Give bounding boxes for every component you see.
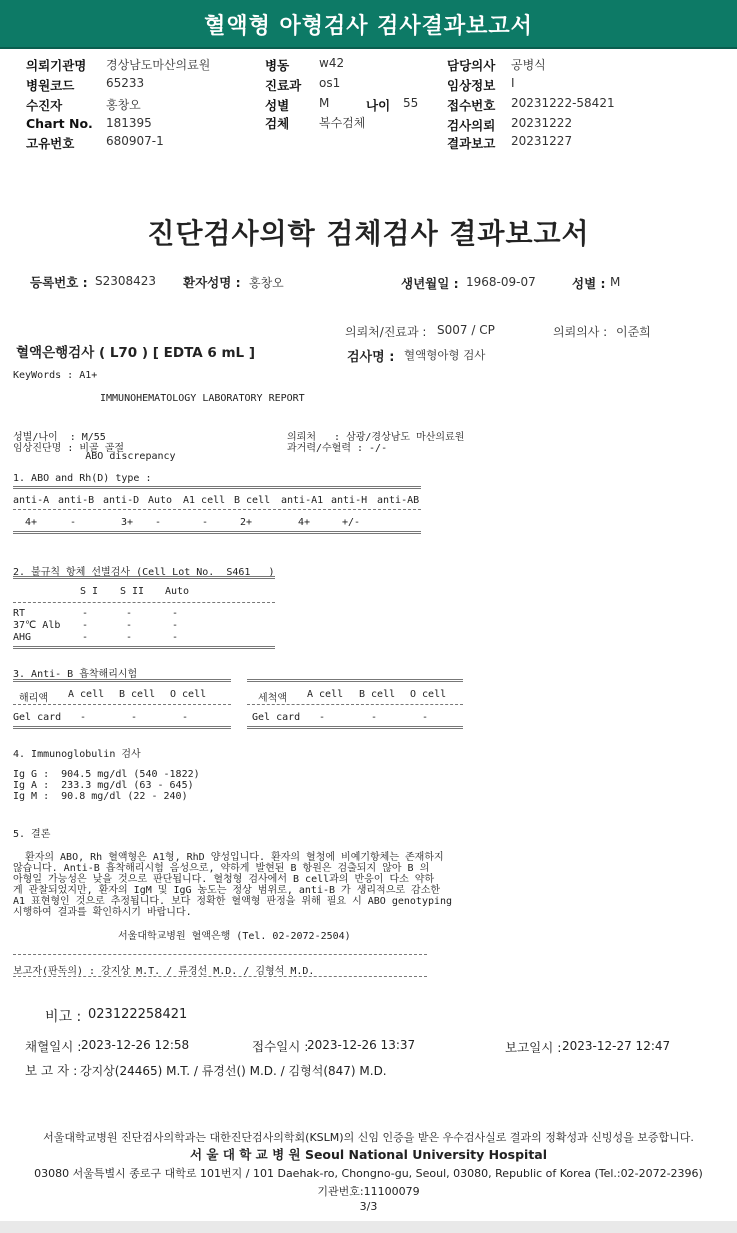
abo-header-cell: A1 cell [183, 495, 226, 506]
label-physician: 담당의사 [447, 58, 496, 73]
abo-value-cell: 4+ [25, 517, 38, 528]
conclusion-line: 않습니다. Anti-B 흡착해리시험 음성으로, 약하게 발현된 B 항원은 검출되지 않아 B 의 [13, 863, 430, 874]
test-group: 혈액은행검사 ( L70 ) [ EDTA 6 mL ] [16, 345, 256, 361]
label-request-date: 검사의뢰 [447, 118, 496, 133]
abo-value-cell: - [202, 517, 209, 528]
reg-no-label: 등록번호 : [30, 275, 88, 290]
abo-header-cell: B cell [234, 495, 271, 506]
lab-title: IMMUNOHEMATOLOGY LABORATORY REPORT [100, 393, 305, 404]
banner-title: 혈액형 아형검사 검사결과보고서 [204, 14, 533, 39]
report-banner [0, 0, 737, 49]
wash-header-cell: B cell [359, 689, 396, 700]
dob-value: 1968-09-07 [466, 275, 536, 289]
value-unique-no: 680907-1 [106, 134, 164, 148]
abo-value-cell: 4+ [298, 517, 311, 528]
label-unique-no: 고유번호 [26, 136, 75, 151]
diagnosis-line: 임상진단명 : 비골 골절 [13, 443, 125, 454]
blood-bank-contact: 서울대학교병원 혈액은행 (Tel. 02-2072-2504) [118, 931, 351, 942]
abo-header-cell: anti-A [13, 495, 50, 506]
value-ward: w42 [319, 56, 345, 70]
label-department: 진료과 [265, 78, 302, 93]
conclusion-line: 시행하여 결과를 확인하시기 바랍니다. [13, 907, 192, 918]
value-department: os1 [319, 76, 341, 90]
label-ward: 병동 [265, 58, 290, 73]
elution-value-cell: - [182, 712, 189, 723]
elution-value-cell: - [131, 712, 138, 723]
screen-header-cell: S I [80, 586, 99, 597]
section3-title: 3. Anti- B 흡착해리시험 [13, 669, 138, 680]
value-examinee: 홍창오 [106, 98, 141, 112]
value-request-date: 20231222 [511, 116, 573, 130]
page-number: 3/3 [359, 1200, 378, 1213]
reporters-line: 보고자(판독의) : 강지상 M.T. / 류경선 M.D. / 김형석 M.D. [13, 966, 315, 977]
abo-header-cell: anti-B [58, 495, 95, 506]
label-age: 나이 [366, 98, 391, 113]
value-report-date: 20231227 [511, 134, 573, 148]
institution-number: 기관번호:11100079 [317, 1185, 420, 1198]
igm-line: Ig M : 90.8 mg/dl (22 - 240) [13, 791, 188, 802]
receive-value: 2023-12-26 13:37 [307, 1038, 416, 1052]
wash-value-cell: - [371, 712, 378, 723]
elution-header-cell: 해리액 [19, 693, 48, 704]
abo-header-cell: anti-AB [377, 495, 420, 506]
screen-cell: - [172, 608, 179, 619]
abo-value-cell: +/- [342, 517, 361, 528]
abo-value-cell: - [155, 517, 162, 528]
abo-header-cell: Auto [148, 495, 173, 506]
test-name-value: 혈액형아형 검사 [404, 348, 486, 362]
section4-title: 4. Immunoglobulin 검사 [13, 749, 141, 760]
hospital-name: 서 울 대 학 교 병 원 Seoul National University Hospital [189, 1147, 548, 1162]
dept-value: S007 / CP [437, 323, 495, 337]
reporter-label: 보 고 자 : [25, 1063, 78, 1078]
elution-value-cell: - [80, 712, 87, 723]
elution-header-cell: A cell [68, 689, 105, 700]
section5-title: 5. 결론 [13, 829, 51, 840]
doctor-value: 이준희 [616, 325, 651, 339]
value-institution: 경상남도마산의료원 [106, 58, 211, 72]
value-age: 55 [403, 96, 419, 110]
screen-cell: - [82, 632, 89, 643]
wash-value-cell: - [319, 712, 326, 723]
screen-cell: - [82, 608, 89, 619]
igg-line: Ig G : 904.5 mg/dl (540 -1822) [13, 769, 200, 780]
value-chart-no: 181395 [106, 116, 152, 130]
screen-cell: - [126, 632, 133, 643]
dob-label: 생년월일 : [401, 276, 459, 291]
diagnosis-line-2: ABO discrepancy [13, 451, 176, 462]
note-label: 비고 : [45, 1009, 82, 1025]
sex-label: 성별 : [572, 276, 606, 291]
wash-header-cell: A cell [307, 689, 344, 700]
screen-cell: - [126, 620, 133, 631]
abo-value-cell: - [70, 517, 77, 528]
doctor-label: 의뢰의사 : [553, 325, 608, 339]
keywords: KeyWords : A1+ [13, 370, 98, 381]
iga-line: Ig A : 233.3 mg/dl (63 - 645) [13, 780, 194, 791]
certification-text: 서울대학교병원 진단검사의학과는 대한진단검사의학회(KSLM)의 신임 인증을 받은 우수검사실로 결과의 정확성과 신빙성을 보증합니다. [43, 1131, 694, 1144]
label-clinical-info: 임상정보 [447, 78, 496, 93]
collect-label: 채혈일시 : [25, 1039, 82, 1054]
wash-header-cell: O cell [410, 689, 447, 700]
label-sex: 성별 [265, 98, 290, 113]
sex-value: M [610, 275, 621, 289]
screen-row-label: AHG [13, 632, 32, 643]
elution-header-cell: B cell [119, 689, 156, 700]
screen-row-label: RT [13, 608, 26, 619]
wash-value-cell: - [422, 712, 429, 723]
reporter-value: 강지상(24465) M.T. / 류경선() M.D. / 김형석(847) M.D. [80, 1064, 387, 1078]
report-title: 진단검사의학 검체검사 결과보고서 [147, 217, 590, 250]
value-hospital-code: 65233 [106, 76, 145, 90]
hospital-address: 03080 서울특별시 종로구 대학로 101번지 / 101 Daehak-ro, Chongno-gu, Seoul, 03080, Republic of Korea (Tel.:02-2072-2396) [34, 1167, 703, 1180]
wash-header-cell: 세척액 [258, 693, 287, 704]
abo-value-cell: 3+ [121, 517, 134, 528]
label-institution: 의뢰기관명 [26, 58, 87, 73]
abo-value-cell: 2+ [240, 517, 253, 528]
collect-value: 2023-12-26 12:58 [81, 1038, 190, 1052]
section1-title: 1. ABO and Rh(D) type : [13, 473, 152, 484]
note-value: 023122258421 [88, 1007, 188, 1022]
screen-cell: - [172, 632, 179, 643]
screen-cell: - [126, 608, 133, 619]
label-specimen: 검체 [265, 116, 290, 131]
reg-no-value: S2308423 [95, 274, 157, 288]
patient-name-value: 홍창오 [249, 276, 284, 290]
report-time-label: 보고일시 : [505, 1040, 562, 1055]
patient-name-label: 환자성명 : [183, 275, 241, 290]
screen-header-cell: S II [120, 586, 145, 597]
value-clinical-info: I [511, 76, 515, 90]
screen-cell: - [82, 620, 89, 631]
elution-header-cell: O cell [170, 689, 207, 700]
value-sex: M [319, 96, 330, 110]
dept-label: 의뢰처/진료과 : [345, 325, 427, 339]
screen-row-label: 37℃ Alb [13, 620, 61, 631]
conclusion-line: 환자의 ABO, Rh 혈액형은 A1형, RhD 양성입니다. 환자의 혈청에 비예기항체는 존재하지 [13, 852, 444, 863]
abo-header-cell: anti-D [103, 495, 140, 506]
section2-title: 2. 불규칙 항체 선별검사 (Cell Lot No. S461 ) [13, 567, 275, 578]
conclusion-line: 게 관찰되었지만, 환자의 IgM 및 IgG 농도는 정상 범위로, anti-B 가 생리적으로 감소한 [13, 885, 441, 896]
label-chart-no: Chart No. [26, 116, 93, 131]
report-time-value: 2023-12-27 12:47 [562, 1039, 671, 1053]
sex-age-line: 성별/나이 : M/55 [13, 432, 106, 443]
abo-header-cell: anti-H [331, 495, 368, 506]
value-specimen: 복수검체 [319, 116, 366, 130]
history-line: 과거력/수혈력 : -/- [287, 443, 388, 454]
label-receipt-no: 접수번호 [447, 98, 496, 113]
value-receipt-no: 20231222-58421 [511, 96, 615, 110]
conclusion-line: A1 표현형인 것으로 추정됩니다. 보다 정확한 혈액형 판정을 위해 필요 시 ABO genotyping [13, 896, 453, 907]
page-bottom-strip [0, 1221, 737, 1233]
abo-header-cell: anti-A1 [281, 495, 324, 506]
test-name-label: 검사명 : [347, 350, 395, 365]
label-report-date: 결과보고 [447, 136, 496, 151]
elution-value-cell: Gel card [13, 712, 62, 723]
label-examinee: 수진자 [26, 98, 63, 113]
label-hospital-code: 병원코드 [26, 78, 75, 93]
referrer-line: 의뢰처 : 삼광/경상남도 마산의료원 [287, 432, 465, 443]
wash-value-cell: Gel card [252, 712, 301, 723]
value-physician: 공병식 [511, 58, 546, 72]
receive-label: 접수일시 : [252, 1039, 309, 1054]
conclusion-line: 아형일 가능성은 낮을 것으로 판단됩니다. 혈청형 검사에서 B cell과의 반응이 다소 약하 [13, 874, 435, 885]
screen-cell: - [172, 620, 179, 631]
screen-header-cell: Auto [165, 586, 190, 597]
